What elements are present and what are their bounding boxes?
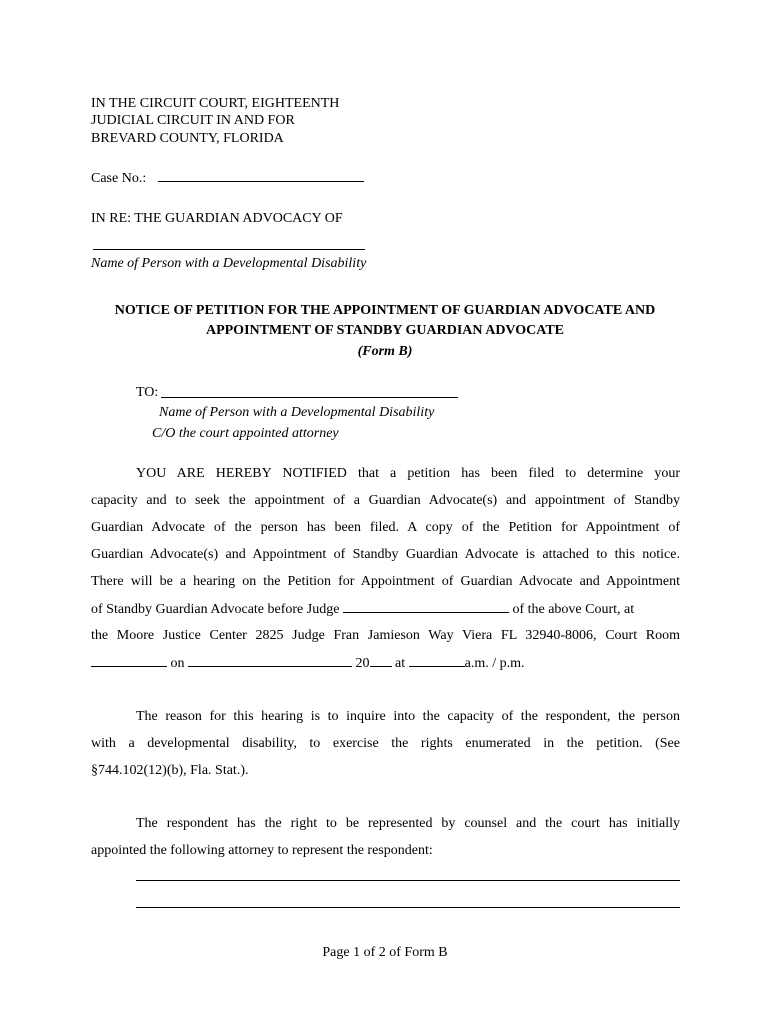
to-label: TO: (136, 385, 159, 400)
judge-suffix: of the above Court, at (512, 602, 635, 617)
case-number-blank[interactable] (158, 181, 364, 182)
court-line-3: BREVARD COUNTY, FLORIDA (91, 131, 284, 146)
para2-line-1: The reason for this hearing is to inquire into the capacity of the respondent, the person (136, 709, 680, 724)
person-name-caption: Name of Person with a Developmental Disability (91, 256, 367, 271)
judge-prefix: of Standby Guardian Advocate before Judge (91, 602, 340, 617)
on-label: on (170, 656, 185, 671)
judge-name-blank[interactable] (343, 600, 509, 613)
para1-line-6 (91, 600, 634, 618)
court-room-blank[interactable] (91, 654, 167, 667)
to-caption-1: Name of Person with a Developmental Disability (159, 405, 435, 420)
para3-line-1: The respondent has the right to be represented by counsel and the court has initially (136, 816, 680, 831)
ampm-label: a.m. / p.m. (464, 656, 525, 671)
para1-line-1: YOU ARE HEREBY NOTIFIED that a petition has been filed to determine your (136, 466, 680, 481)
para2-line-3: §744.102(12)(b), Fla. Stat.). (91, 763, 249, 778)
attorney-blank-1[interactable] (136, 880, 680, 881)
to-caption-2: C/O the court appointed attorney (152, 426, 339, 441)
para1-line-7: the Moore Justice Center 2825 Judge Fran Jamieson Way Viera FL 32940-8006, Court Room (91, 628, 680, 643)
at-label: at (395, 656, 406, 671)
para1-line-3: Guardian Advocate of the person has been filed. A copy of the Petition for Appointment of (91, 520, 680, 535)
person-name-blank[interactable] (93, 249, 365, 250)
hearing-date-line (91, 654, 525, 672)
para2-line-2: with a developmental disability, to exercise the rights enumerated in the petition. (See (91, 736, 680, 751)
para1-line-4: Guardian Advocate(s) and Appointment of Standby Guardian Advocate is attached to this notice. (91, 547, 680, 562)
year-blank[interactable] (370, 654, 392, 667)
in-re-line: IN RE: THE GUARDIAN ADVOCACY OF (91, 211, 343, 226)
to-blank[interactable] (161, 397, 458, 398)
court-line-2: JUDICIAL CIRCUIT IN AND FOR (91, 113, 295, 128)
form-label: (Form B) (357, 344, 413, 359)
court-line-1: IN THE CIRCUIT COURT, EIGHTEENTH (91, 96, 340, 111)
hearing-date-blank[interactable] (188, 654, 352, 667)
attorney-blank-2[interactable] (136, 907, 680, 908)
para3-line-2: appointed the following attorney to represent the respondent: (91, 843, 433, 858)
para1-line-2: capacity and to seek the appointment of a Guardian Advocate(s) and appointment of Standby (91, 493, 680, 508)
notice-title-line-2: APPOINTMENT OF STANDBY GUARDIAN ADVOCATE (205, 323, 565, 338)
time-blank[interactable] (409, 654, 465, 667)
page-footer: Page 1 of 2 of Form B (322, 945, 448, 960)
year-prefix: 20 (355, 656, 370, 671)
notice-title-line-1: NOTICE OF PETITION FOR THE APPOINTMENT OF GUARDIAN ADVOCATE AND (114, 303, 656, 318)
case-number-label: Case No.: (91, 171, 147, 186)
para1-line-5: There will be a hearing on the Petition for Appointment of Guardian Advocate and Appointment (91, 574, 680, 589)
